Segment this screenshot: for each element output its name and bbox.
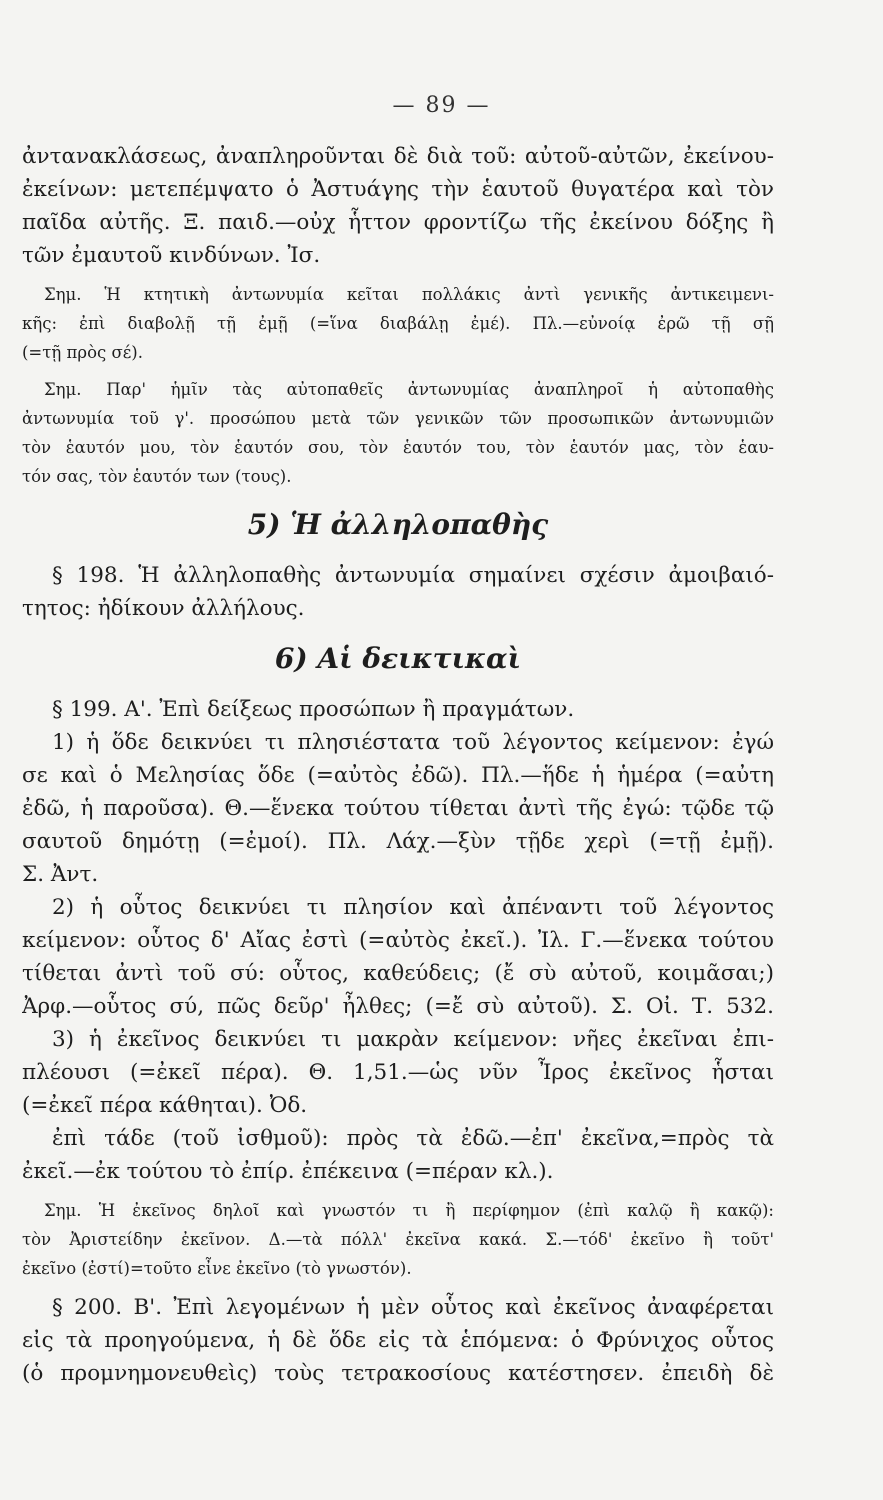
- paragraph-200: [22, 1291, 774, 1390]
- text-line: § 198. Ἡ ἀλληλοπαθὴς ἀντωνυμία σημαίνει σχέσιν ἀμοιβαιό-: [52, 563, 774, 588]
- note-line: Σημ. Παρ' ἡμῖν τὰς αὐτοπαθεῖς ἀντωνυμίας ἀναπληροῖ ἡ αὐτοπαθὴς: [44, 380, 774, 399]
- text-line: ἐκεῖ.—ἐκ τούτου τὸ ἐπίρ. ἐπέκεινα (=πέραν κλ.).: [22, 1159, 554, 1184]
- note-possessive: [22, 280, 774, 367]
- text-line: Σ. Ἀντ.: [22, 862, 99, 887]
- note-line: κῆς: ἐπὶ διαβολῇ τῇ ἐμῇ (=ἵνα διαβάλῃ ἐμέ). Πλ.—εὐνοίᾳ ἐρῶ τῇ σῇ: [22, 314, 774, 333]
- paragraph-199: [22, 693, 774, 1188]
- paragraph-198: [22, 559, 774, 625]
- text-line: ἐδῶ, ἡ παροῦσα). Θ.—ἕνεκα τούτου τίθεται ἀντὶ τῆς ἐγώ: τῷδε τῷ: [22, 796, 774, 821]
- note-line: ἐκεῖνο (ἐστί)=τοῦτο εἶνε ἐκεῖνο (τὸ γνωστόν).: [22, 1259, 412, 1278]
- text-line: κείμενον: οὗτος δ' Αἴας ἐστὶ (=αὐτὸς ἐκεῖ.). Ἰλ. Γ.—ἕνεκα τούτου: [22, 928, 774, 953]
- text-line: § 199. Α'. Ἐπὶ δείξεως προσώπων ἢ πραγμάτων.: [52, 697, 575, 722]
- text-line: τητος: ἠδίκουν ἀλλήλους.: [22, 596, 305, 621]
- note-line: Σημ. Ἡ κτητικὴ ἀντωνυμία κεῖται πολλάκις ἀντὶ γενικῆς ἀντικειμενι-: [44, 285, 774, 304]
- text-line: τῶν ἐμαυτοῦ κινδύνων. Ἰσ.: [22, 243, 321, 268]
- text-line: (=ἐκεῖ πέρα κάθηται). Ὀδ.: [22, 1093, 308, 1118]
- text-line: § 200. Β'. Ἐπὶ λεγομένων ἡ μὲν οὗτος καὶ ἐκεῖνος ἀναφέρεται: [52, 1295, 774, 1320]
- page-number: — 89 —: [392, 93, 491, 118]
- text-line: παῖδα αὐτῆς. Ξ. παιδ.—οὐχ ἧττον φροντίζω τῆς ἐκείνου δόξης ἢ: [22, 210, 774, 235]
- text-line: 2) ἡ οὗτος δεικνύει τι πλησίον καὶ ἀπέναντι τοῦ λέγοντος: [52, 895, 774, 920]
- page-body: [22, 140, 774, 1390]
- text-line: σε καὶ ὁ Μελησίας ὅδε (=αὐτὸς ἐδῶ). Πλ.—ἥδε ἡ ἡμέρα (=αὐτη: [22, 763, 774, 788]
- text-line: ἐπὶ τάδε (τοῦ ἰσθμοῦ): πρὸς τὰ ἐδῶ.—ἐπ' ἐκεῖνα,=πρὸς τὰ: [52, 1126, 774, 1151]
- text-line: εἰς τὰ προηγούμενα, ἡ δὲ ὅδε εἰς τὰ ἑπόμενα: ὁ Φρύνιχος οὗτος: [22, 1328, 774, 1353]
- text-line: 3) ἡ ἐκεῖνος δεικνύει τι μακρὰν κείμενον: νῆες ἐκεῖναι ἐπι-: [52, 1027, 774, 1052]
- note-reflexive: [22, 375, 774, 491]
- text-line: πλέουσι (=ἐκεῖ πέρα). Θ. 1,51.—ὡς νῦν Ἶρος ἐκεῖνος ἧσται: [22, 1060, 774, 1085]
- text-line: Ἀρφ.—οὗτος σύ, πῶς δεῦρ' ἦλθες; (=ἔ σὺ αὐτοῦ). Σ. Οἰ. Τ. 532.: [22, 994, 774, 1019]
- text-line: 1) ἡ ὅδε δεικνύει τι πλησιέστατα τοῦ λέγοντος κείμενον: ἐγώ: [52, 730, 774, 755]
- note-line: τὸν Ἀριστείδην ἐκεῖνον. Δ.—τὰ πόλλ' ἐκεῖνα κακά. Σ.—τόδ' ἐκεῖνο ἢ τοῦτ': [22, 1230, 774, 1249]
- note-line: (=τῇ πρὸς σέ).: [22, 343, 143, 362]
- note-ekeinos: [22, 1196, 774, 1283]
- text-line: (ὁ προμνημονευθεὶς) τοὺς τετρακοσίους κατέστησεν. ἐπειδὴ δὲ: [22, 1361, 774, 1386]
- text-line: σαυτοῦ δημότῃ (=ἐμοί). Πλ. Λάχ.—ξὺν τῇδε χερὶ (=τῇ ἐμῇ).: [22, 829, 774, 854]
- note-line: τόν σας, τὸν ἑαυτόν των (τους).: [22, 467, 292, 486]
- section-heading-reciprocal: 5) Ἡ ἀλληλοπαθὴς: [247, 508, 549, 541]
- text-line: ἀντανακλάσεως, ἀναπληροῦνται δὲ διὰ τοῦ: αὐτοῦ-αὐτῶν, ἐκείνου-: [22, 144, 774, 169]
- note-line: Σημ. Ἡ ἐκεῖνος δηλοῖ καὶ γνωστόν τι ἢ περίφημον (ἐπὶ καλῷ ἢ κακῷ):: [44, 1201, 774, 1220]
- note-line: ἀντωνυμία τοῦ γ'. προσώπου μετὰ τῶν γενικῶν τῶν προσωπικῶν ἀντωνυμιῶν: [22, 409, 774, 428]
- note-line: τὸν ἑαυτόν μου, τὸν ἑαυτόν σου, τὸν ἑαυτόν του, τὸν ἑαυτόν μας, τὸν ἑαυ-: [22, 438, 774, 457]
- text-line: τίθεται ἀντὶ τοῦ σύ: οὗτος, καθεύδεις; (ἔ σὺ αὐτοῦ, κοιμᾶσαι;): [22, 961, 774, 986]
- paragraph-continuation: [22, 140, 774, 272]
- text-line: ἐκείνων: μετεπέμψατο ὁ Ἀστυάγης τὴν ἑαυτοῦ θυγατέρα καὶ τὸν: [22, 177, 774, 202]
- section-heading-demonstrative: 6) Αἱ δεικτικαὶ: [274, 642, 522, 675]
